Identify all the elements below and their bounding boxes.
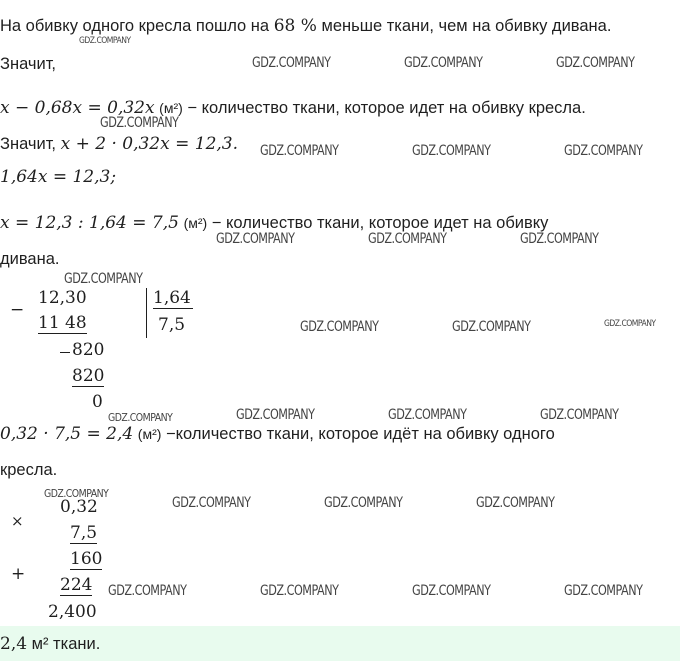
therefore-label: Значит, xyxy=(0,55,57,73)
explanation-continuation: дивана. xyxy=(0,250,60,268)
minus-sign: − xyxy=(10,300,25,320)
dividend: 12,30 xyxy=(38,288,87,308)
answer-value: 2,4 xyxy=(0,634,28,654)
simplified-equation: 1,64x = 12,3; xyxy=(0,167,117,187)
answer-box xyxy=(0,626,680,661)
subtrahend: 11 48 xyxy=(38,313,87,333)
watermark: GDZ.COMPANY xyxy=(556,55,635,71)
watermark: GDZ.COMPANY xyxy=(79,36,131,46)
watermark: GDZ.COMPANY xyxy=(404,55,483,71)
watermark: GDZ.COMPANY xyxy=(236,407,315,423)
watermark: GDZ.COMPANY xyxy=(476,495,555,511)
watermark: GDZ.COMPANY xyxy=(100,115,179,131)
answer-text xyxy=(0,634,100,654)
watermark: GDZ.COMPANY xyxy=(564,143,643,159)
watermark: GDZ.COMPANY xyxy=(260,143,339,159)
quotient: 7,5 xyxy=(158,315,186,335)
watermark: GDZ.COMPANY xyxy=(412,143,491,159)
statement-post: меньше ткани, чем на обивку дивана. xyxy=(316,17,612,35)
unit: (м²) xyxy=(159,100,183,116)
watermark: GDZ.COMPANY xyxy=(520,231,599,247)
explanation-continuation: кресла. xyxy=(0,461,58,479)
watermark: GDZ.COMPANY xyxy=(252,55,331,71)
watermark: GDZ.COMPANY xyxy=(64,271,143,287)
watermark: GDZ.COMPANY xyxy=(564,583,643,599)
watermark: GDZ.COMPANY xyxy=(604,319,656,329)
watermark: GDZ.COMPANY xyxy=(452,319,531,335)
watermark: GDZ.COMPANY xyxy=(540,407,619,423)
watermark: GDZ.COMPANY xyxy=(412,583,491,599)
watermark: GDZ.COMPANY xyxy=(368,231,447,247)
watermark: GDZ.COMPANY xyxy=(388,407,467,423)
therefore-prefix: Значит, xyxy=(0,135,61,153)
percent-value: 68 % xyxy=(273,16,317,36)
product: 2,400 xyxy=(48,602,97,622)
explanation: − количество ткани, которое идет на обивку xyxy=(207,214,549,232)
divisor: 1,64 xyxy=(153,288,191,308)
watermark: GDZ.COMPANY xyxy=(108,583,187,599)
division-bar xyxy=(146,288,147,338)
watermark: GDZ.COMPANY xyxy=(300,319,379,335)
statement-pre: На обивку одного кресла пошло на xyxy=(0,17,274,35)
math-expression: 0,32 · 7,5 = 2,4 xyxy=(0,424,134,444)
answer-unit: м² ткани. xyxy=(27,635,101,653)
watermark: GDZ.COMPANY xyxy=(260,583,339,599)
math-expression: x + 2 · 0,32x = 12,3. xyxy=(60,134,239,154)
watermark: GDZ.COMPANY xyxy=(216,231,295,247)
final-remainder: 0 xyxy=(92,392,103,412)
watermark: GDZ.COMPANY xyxy=(108,411,173,424)
equation-line xyxy=(0,134,238,154)
sofa-fabric-expression xyxy=(0,213,548,233)
explanation: −количество ткани, которое идёт на обивку одного xyxy=(161,425,555,443)
watermark: GDZ.COMPANY xyxy=(324,495,403,511)
armchair-fabric-result xyxy=(0,424,555,444)
watermark: GDZ.COMPANY xyxy=(44,487,109,500)
watermark: GDZ.COMPANY xyxy=(172,495,251,511)
math-expression: x − 0,68x = 0,32x xyxy=(0,98,155,118)
subtrahend: 820 xyxy=(72,366,105,386)
times-sign: × xyxy=(11,512,24,530)
remainder: 820 xyxy=(72,340,105,360)
explanation: − количество ткани, которое идет на обивку кресла. xyxy=(182,99,586,117)
partial-product: 160 xyxy=(70,549,103,569)
partial-product: 224 xyxy=(60,575,93,595)
minus-dash xyxy=(60,352,70,353)
unit: (м²) xyxy=(137,426,162,442)
math-expression: x = 12,3 : 1,64 = 7,5 xyxy=(0,213,179,233)
problem-statement xyxy=(0,16,611,36)
multiplicand: 0,32 xyxy=(60,497,98,517)
armchair-fabric-expression xyxy=(0,98,586,118)
multiplier: 7,5 xyxy=(70,523,98,543)
plus-sign: + xyxy=(11,564,26,584)
unit: (м²) xyxy=(183,215,208,231)
